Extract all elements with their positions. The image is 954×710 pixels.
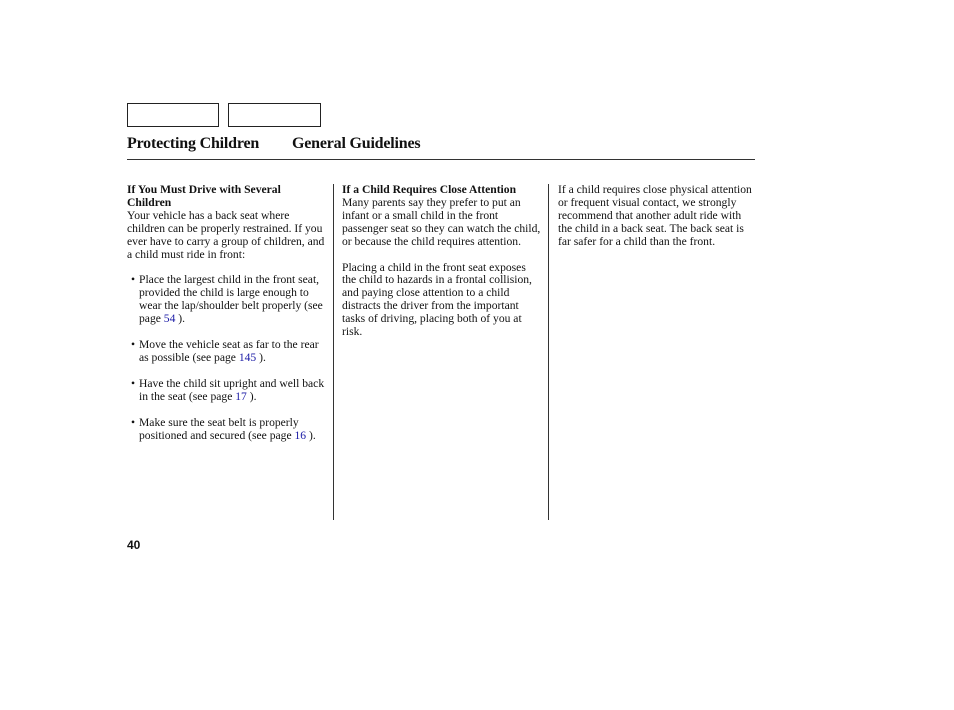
page-link-16[interactable]: 16	[294, 428, 307, 442]
next-page-button[interactable]	[228, 103, 321, 127]
bullet-end: ).	[175, 312, 186, 326]
bullet-text: Place the largest child in the front seat, provided the child is large enough to wear the lap/shoulder belt properly (see page	[139, 273, 323, 326]
bullet-end: ).	[246, 389, 257, 403]
subheading-close-attention: If a Child Requires Close Attention	[342, 183, 517, 196]
list-item	[127, 417, 327, 443]
list-item	[127, 339, 327, 365]
bullet-end: ).	[256, 350, 266, 364]
guideline-list	[127, 274, 327, 442]
column-divider	[333, 184, 334, 520]
column-close-attention	[342, 184, 542, 339]
page-link-145[interactable]: 145	[238, 350, 257, 364]
list-item	[127, 378, 327, 404]
paragraph: If a child requires close physical attention or frequent visual contact, we strongly recommend that another adult ride with the child in a back seat. The back seat is far safer for a child than the front.	[558, 183, 752, 248]
list-item	[127, 274, 327, 326]
column-several-children	[127, 184, 327, 443]
page-number: 40	[127, 538, 141, 552]
bullet-text: Move the vehicle seat as far to the rear as possible (see page	[139, 338, 319, 364]
page-header	[127, 133, 755, 160]
column-recommendation	[558, 184, 758, 249]
topic-title: General Guidelines	[292, 135, 421, 152]
bullet-text: Make sure the seat belt is properly positioned and secured (see page	[139, 415, 299, 442]
bullet-end: ).	[306, 428, 316, 442]
page-link-17[interactable]: 17	[235, 389, 247, 403]
intro-paragraph: Your vehicle has a back seat where children can be properly restrained. If you ever have to carry a group of children, and a child must ride in front:	[127, 208, 325, 261]
bullet-text: Have the child sit upright and well back in the seat (see page	[139, 376, 325, 403]
page-link-54[interactable]: 54	[163, 312, 176, 326]
column-divider	[548, 184, 549, 520]
previous-page-button[interactable]	[127, 103, 219, 127]
paragraph: Many parents say they prefer to put an infant or a small child in the front passenger seat so they can watch the child, or because the child requires attention.	[342, 195, 541, 248]
subheading-several-children: If You Must Drive with Several Children	[127, 183, 281, 209]
section-title: Protecting Children	[127, 135, 260, 152]
paragraph: Placing a child in the front seat exposes the child to hazards in a frontal collision, and paying close attention to a child distracts the driver from the important tasks of driving, placing both of you at risk.	[342, 260, 532, 339]
